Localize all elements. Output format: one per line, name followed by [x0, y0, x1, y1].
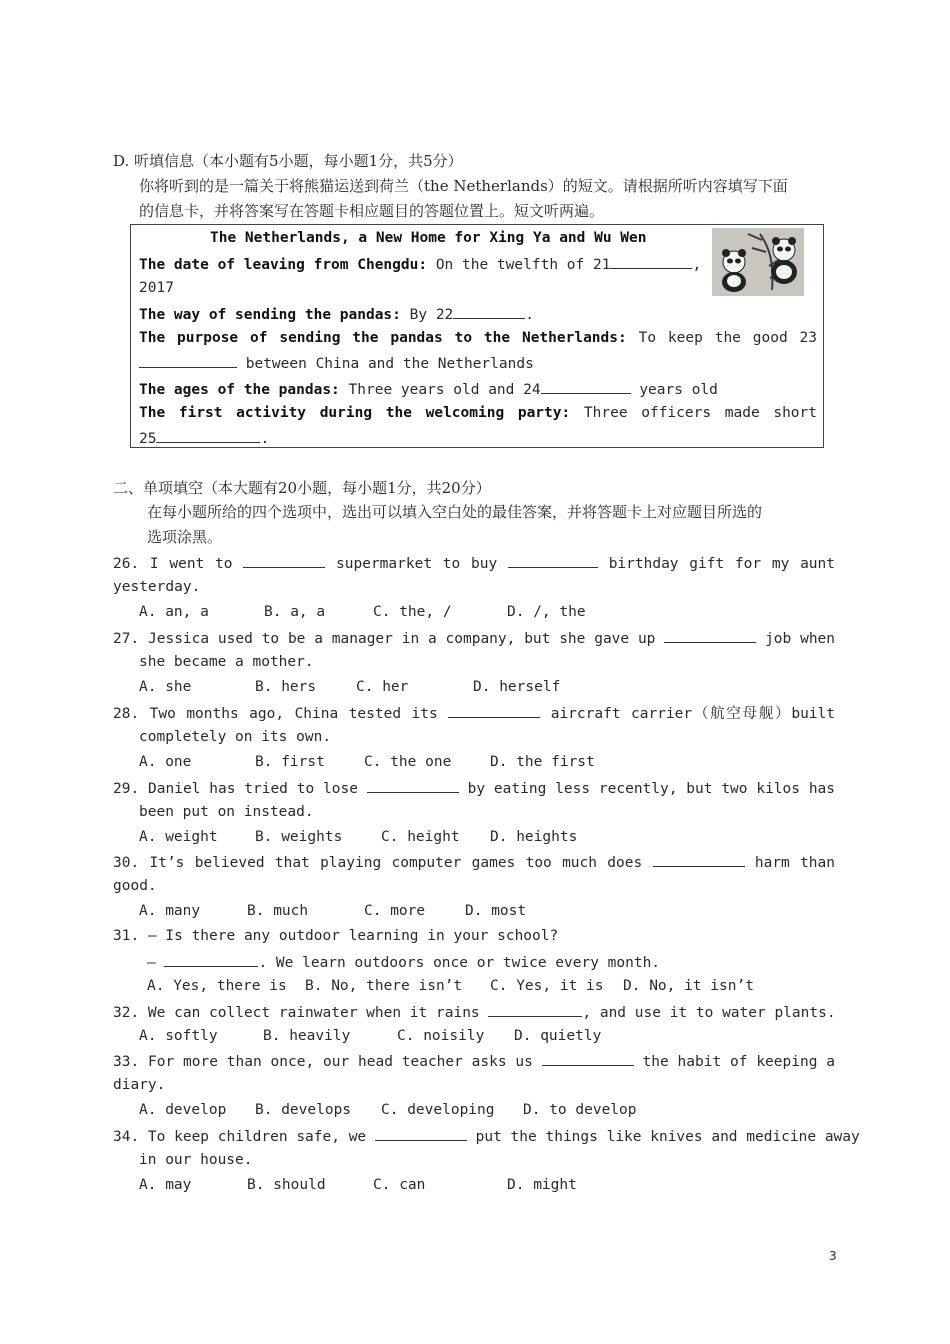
- panda-image: [712, 228, 804, 296]
- q33-continuation: diary.: [113, 1077, 166, 1093]
- q30-option-b[interactable]: B. much: [247, 903, 309, 919]
- q30-options: [139, 901, 526, 921]
- q34-option-d[interactable]: D. might: [507, 1177, 577, 1193]
- q32-text-c: , and use it to water plants.: [582, 1005, 836, 1021]
- q29-option-b[interactable]: B. weights: [255, 829, 343, 845]
- section-2-heading: 二、单项填空（本大题有20小题，每小题1分，共20分）: [113, 479, 491, 497]
- q26-option-c[interactable]: C. the, /: [373, 604, 452, 620]
- q29-text-a: 29. Daniel has tried to lose: [113, 781, 358, 797]
- q28-option-b[interactable]: B. first: [255, 754, 325, 770]
- q26-continuation: yesterday.: [113, 579, 201, 595]
- q27-text-c: job when: [765, 631, 836, 647]
- row-activity-text: Three officers made short: [583, 405, 817, 421]
- row-way-label: The way of sending the pandas:: [139, 307, 401, 323]
- q33-text-a: 33. For more than once, our head teacher asks us: [113, 1054, 533, 1070]
- card-row-ages: [139, 378, 718, 400]
- question-31: 31. — Is there any outdoor learning in your school?: [113, 928, 559, 944]
- q26-text-b: supermarket to buy: [336, 556, 498, 572]
- q30-text-c: harm than: [754, 855, 836, 871]
- q26-option-d[interactable]: D. /, the: [507, 604, 586, 620]
- card-row-date: [139, 253, 702, 275]
- q27-option-a[interactable]: A. she: [139, 679, 192, 695]
- question-32: [113, 1001, 836, 1023]
- row-way-end: .: [525, 307, 535, 323]
- question-29: [113, 777, 835, 799]
- q26-text-a: 26. I went to: [113, 556, 233, 572]
- q30-option-d[interactable]: D. most: [465, 903, 527, 919]
- q31-text-c: . We learn outdoors once or twice every month.: [258, 955, 661, 971]
- row-way-text: By 22: [409, 307, 454, 323]
- q28-option-d[interactable]: D. the first: [490, 754, 595, 770]
- q27-option-c[interactable]: C. her: [356, 679, 409, 695]
- card-row-date-year: 2017: [139, 280, 174, 296]
- q29-text-c: by eating less recently, but two kilos has: [467, 781, 836, 797]
- q34-option-a[interactable]: A. may: [139, 1177, 192, 1193]
- q29-continuation: been put on instead.: [139, 804, 314, 820]
- q30-continuation: good.: [113, 878, 157, 894]
- q29-option-d[interactable]: D. heights: [490, 829, 578, 845]
- q30-option-c[interactable]: C. more: [364, 903, 426, 919]
- card-row-purpose-cont: [139, 352, 534, 374]
- q30-blank[interactable]: [653, 851, 745, 867]
- q28-option-c[interactable]: C. the one: [364, 754, 452, 770]
- section-2-instruction-2: 选项涂黑。: [147, 528, 223, 546]
- row-ages-end: years old: [639, 382, 718, 398]
- question-27: [113, 627, 835, 649]
- q31-options: [147, 976, 754, 996]
- q27-options: [139, 677, 560, 697]
- q33-option-c[interactable]: C. developing: [381, 1102, 495, 1118]
- q34-option-c[interactable]: C. can: [373, 1177, 426, 1193]
- q31-option-d[interactable]: D. No, it isn’t: [623, 978, 754, 994]
- question-34: [113, 1125, 860, 1147]
- q26-option-b[interactable]: B. a, a: [264, 604, 326, 620]
- card-row-activity: [139, 403, 817, 423]
- card-title: The Netherlands, a New Home for Xing Ya and Wu Wen: [210, 230, 647, 246]
- q31-option-c[interactable]: C. Yes, it is: [490, 978, 604, 994]
- row-activity-label: The first activity during the welcoming party:: [139, 405, 571, 421]
- blank-21[interactable]: [610, 253, 692, 269]
- row-date-end: ,: [692, 257, 702, 273]
- row-date-text: On the twelfth of 21: [435, 257, 611, 273]
- q27-option-b[interactable]: B. hers: [255, 679, 317, 695]
- q33-option-d[interactable]: D. to develop: [523, 1102, 637, 1118]
- q27-blank[interactable]: [664, 627, 756, 643]
- q29-option-a[interactable]: A. weight: [139, 829, 218, 845]
- q33-text-c: the habit of keeping a: [642, 1054, 835, 1070]
- q32-option-d[interactable]: D. quietly: [514, 1028, 602, 1044]
- q33-options: [139, 1100, 637, 1120]
- q26-blank-2[interactable]: [508, 552, 598, 568]
- blank-25[interactable]: [156, 427, 260, 443]
- question-30: [113, 851, 835, 873]
- q28-text-c: aircraft carrier（航空母舰）built: [550, 706, 836, 722]
- q26-text-c: birthday gift for my aunt: [608, 556, 835, 572]
- section-2-instruction-1: 在每小题所给的四个选项中，选出可以填入空白处的最佳答案，并将答题卡上对应题目所选的: [147, 503, 763, 521]
- q27-text-a: 27. Jessica used to be a manager in a company, but she gave up: [113, 631, 656, 647]
- card-row-activity-cont: [139, 427, 269, 449]
- row-ages-label: The ages of the pandas:: [139, 382, 340, 398]
- q33-option-a[interactable]: A. develop: [139, 1102, 227, 1118]
- question-26: [113, 552, 835, 574]
- q26-blank-1[interactable]: [243, 552, 325, 568]
- q29-options: [139, 827, 577, 847]
- q30-option-a[interactable]: A. many: [139, 903, 201, 919]
- q32-option-c[interactable]: C. noisily: [397, 1028, 485, 1044]
- q28-continuation: completely on its own.: [139, 729, 332, 745]
- row-activity-num: 25: [139, 431, 157, 447]
- q33-blank[interactable]: [542, 1050, 634, 1066]
- q34-blank[interactable]: [375, 1125, 467, 1141]
- q28-option-a[interactable]: A. one: [139, 754, 192, 770]
- q34-options: [139, 1175, 577, 1195]
- q27-continuation: she became a mother.: [139, 654, 314, 670]
- blank-23[interactable]: [139, 352, 237, 368]
- q26-options: [139, 602, 586, 622]
- q34-option-b[interactable]: B. should: [247, 1177, 326, 1193]
- q31-dash: —: [147, 955, 156, 971]
- row-date-label: The date of leaving from Chengdu:: [139, 257, 428, 273]
- row-purpose-text: To keep the good 23: [638, 330, 817, 346]
- q31-answer-line: [147, 951, 660, 973]
- page-number: 3: [829, 1249, 837, 1263]
- q32-option-b[interactable]: B. heavily: [263, 1028, 351, 1044]
- q30-text-a: 30. It’s believed that playing computer games too much does: [113, 855, 643, 871]
- q27-option-d[interactable]: D. herself: [473, 679, 561, 695]
- q32-options: [139, 1026, 601, 1046]
- q32-option-a[interactable]: A. softly: [139, 1028, 218, 1044]
- q26-option-a[interactable]: A. an, a: [139, 604, 209, 620]
- q28-options: [139, 752, 595, 772]
- q28-blank[interactable]: [448, 702, 540, 718]
- q29-option-c[interactable]: C. height: [381, 829, 460, 845]
- q34-text-c: put the things like knives and medicine away: [475, 1129, 860, 1145]
- section-d-heading: D. 听填信息（本小题有5小题，每小题1分，共5分）: [113, 152, 463, 170]
- q29-blank[interactable]: [367, 777, 459, 793]
- card-row-way: [139, 303, 534, 325]
- q31-option-b[interactable]: B. No, there isn’t: [305, 978, 463, 994]
- blank-24[interactable]: [541, 378, 631, 394]
- q32-blank[interactable]: [488, 1001, 582, 1017]
- card-row-purpose: [139, 328, 817, 348]
- q31-blank[interactable]: [164, 951, 258, 967]
- q32-text-a: 32. We can collect rainwater when it rains: [113, 1005, 480, 1021]
- section-d-instruction-1: 你将听到的是一篇关于将熊猫运送到荷兰（the Netherlands）的短文。请根据所听内容填写下面: [139, 177, 788, 195]
- question-33: [113, 1050, 835, 1072]
- row-purpose-label: The purpose of sending the pandas to the Netherlands:: [139, 330, 627, 346]
- row-purpose-cont-text: between China and the Netherlands: [245, 356, 534, 372]
- row-activity-end: .: [260, 431, 270, 447]
- q33-option-b[interactable]: B. develops: [255, 1102, 352, 1118]
- q34-continuation: in our house.: [139, 1152, 253, 1168]
- q28-text-a: 28. Two months ago, China tested its: [113, 706, 438, 722]
- q34-text-a: 34. To keep children safe, we: [113, 1129, 367, 1145]
- blank-22[interactable]: [453, 303, 525, 319]
- question-28: [113, 702, 835, 724]
- q31-option-a[interactable]: A. Yes, there is: [147, 978, 287, 994]
- row-ages-text: Three years old and 24: [348, 382, 541, 398]
- section-d-instruction-2: 的信息卡，并将答案写在答题卡相应题目的答题位置上。短文听两遍。: [139, 202, 605, 220]
